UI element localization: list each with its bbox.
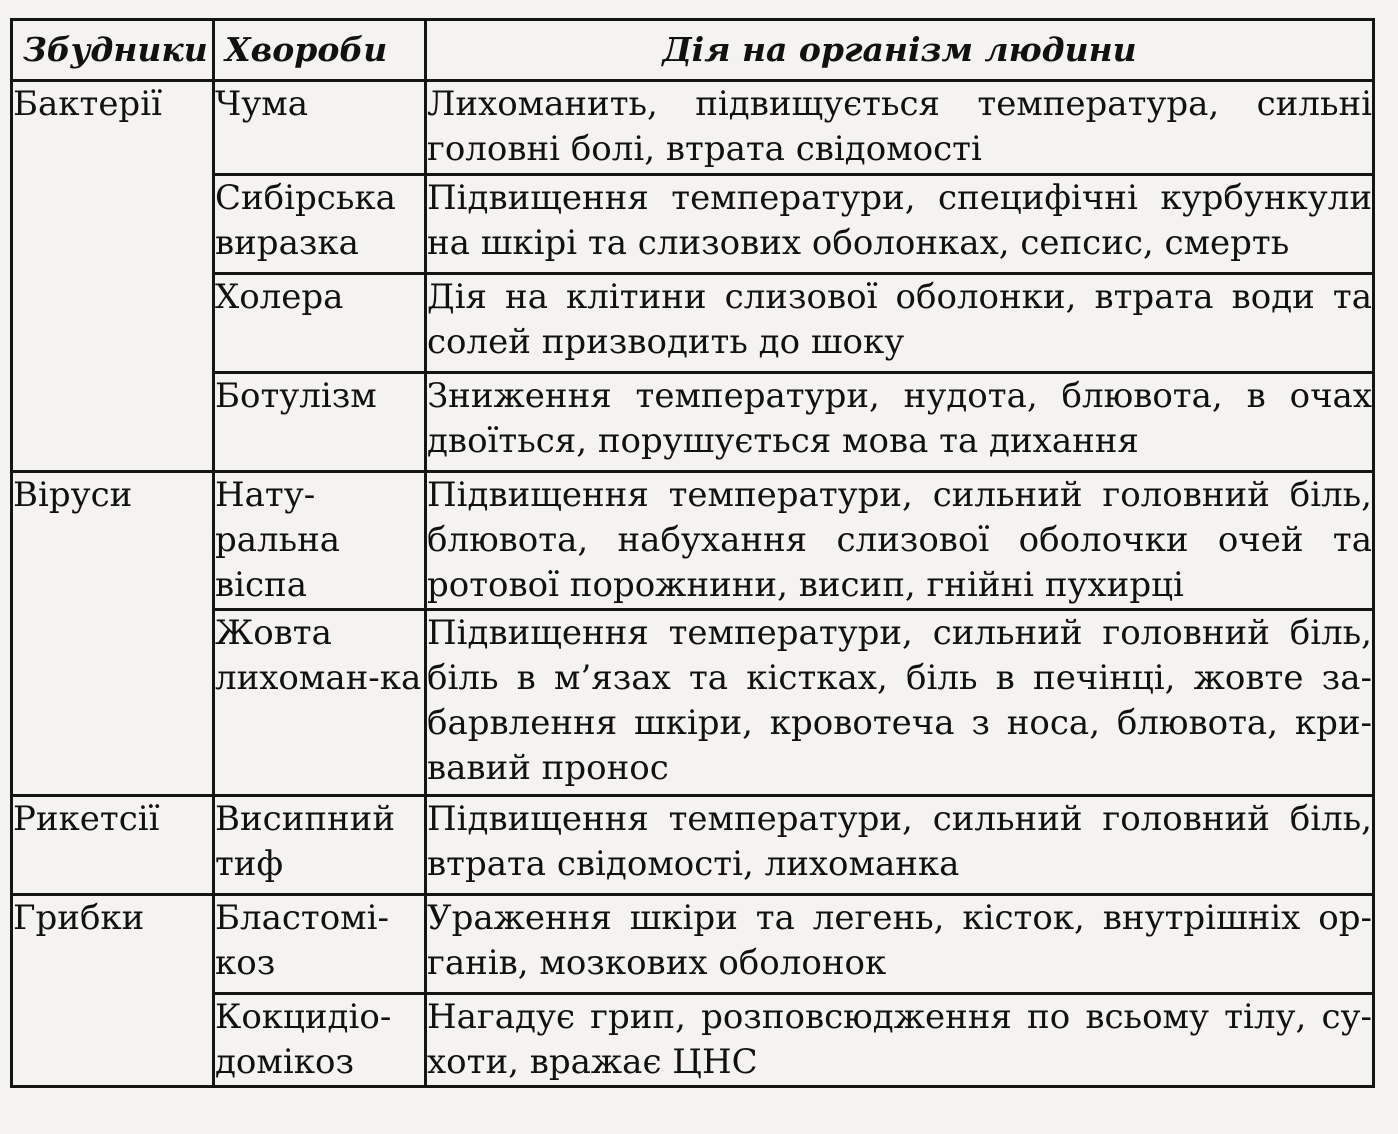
disease-cell: Ботулізм xyxy=(214,373,426,472)
disease-cell: Холера xyxy=(214,274,426,373)
effect-text: Нагадує грип, розповсюдження по всьому тілу, су-хоти, вражає ЦНС xyxy=(427,997,1372,1082)
header-effect: Дія на організм людини xyxy=(426,20,1374,81)
effect-cell xyxy=(426,610,1374,796)
effect-text: Підвищення температури, сильний головний біль, блювота, набухання слизової оболочки очей та ротової порожнини, висип, гнійні пухирці xyxy=(427,475,1372,605)
disease-cell: Висипний тиф xyxy=(214,796,426,895)
disease-cell: Жовта лихоман-ка xyxy=(214,610,426,796)
table-row xyxy=(12,274,1374,373)
disease-cell: Бластомі-коз xyxy=(214,895,426,994)
effect-text: Підвищення температури, сильний головний біль, втрата свідомості, лихоманка xyxy=(427,799,1372,884)
pathogen-cell-fungi: Грибки xyxy=(12,895,214,1087)
pathogen-cell-viruses: Віруси xyxy=(12,472,214,796)
disease-cell: Чума xyxy=(214,81,426,175)
table-row xyxy=(12,895,1374,994)
table-row xyxy=(12,472,1374,610)
effect-cell xyxy=(426,373,1374,472)
table-row xyxy=(12,175,1374,274)
effect-cell xyxy=(426,175,1374,274)
effect-cell xyxy=(426,994,1374,1087)
table-header xyxy=(12,20,1374,81)
pathogens-table xyxy=(10,18,1375,1088)
effect-cell xyxy=(426,81,1374,175)
header-diseases: Хвороби xyxy=(214,20,426,81)
pathogen-cell-rickettsiae: Рикетсії xyxy=(12,796,214,895)
header-pathogens: Збудники xyxy=(12,20,214,81)
effect-cell xyxy=(426,895,1374,994)
effect-text: Підвищення температури, сильний головний біль, біль в м’язах та кістках, біль в печінці, жовте за-барвлення шкіри, кровотеча з носа, блювота, кри-вавий пронос xyxy=(427,613,1372,788)
disease-cell: Сибірська виразка xyxy=(214,175,426,274)
table-row xyxy=(12,796,1374,895)
table-body xyxy=(12,81,1374,1087)
effect-cell xyxy=(426,274,1374,373)
effect-cell xyxy=(426,472,1374,610)
effect-text: Зниження температури, нудота, блювота, в очах двоїться, порушується мова та дихання xyxy=(427,376,1372,461)
disease-cell: Нату-ральна віспа xyxy=(214,472,426,610)
effect-text: Підвищення температури, специфічні курбункули на шкірі та слизових оболонках, сепсис, смерть xyxy=(427,178,1372,263)
pathogen-cell-bacteria: Бактерії xyxy=(12,81,214,472)
effect-cell xyxy=(426,796,1374,895)
effect-text: Дія на клітини слизової оболонки, втрата води та солей призводить до шоку xyxy=(427,277,1372,362)
table-row xyxy=(12,610,1374,796)
effect-text: Лихоманить, підвищується температура, сильні головні болі, втрата свідомості xyxy=(427,84,1372,169)
header-row xyxy=(12,20,1374,81)
disease-cell: Кокцидіо-домікоз xyxy=(214,994,426,1087)
table-row xyxy=(12,994,1374,1087)
table-row xyxy=(12,373,1374,472)
effect-text: Ураження шкіри та легень, кісток, внутрішніх ор-ганів, мозкових оболонок xyxy=(427,898,1372,983)
table-row xyxy=(12,81,1374,175)
